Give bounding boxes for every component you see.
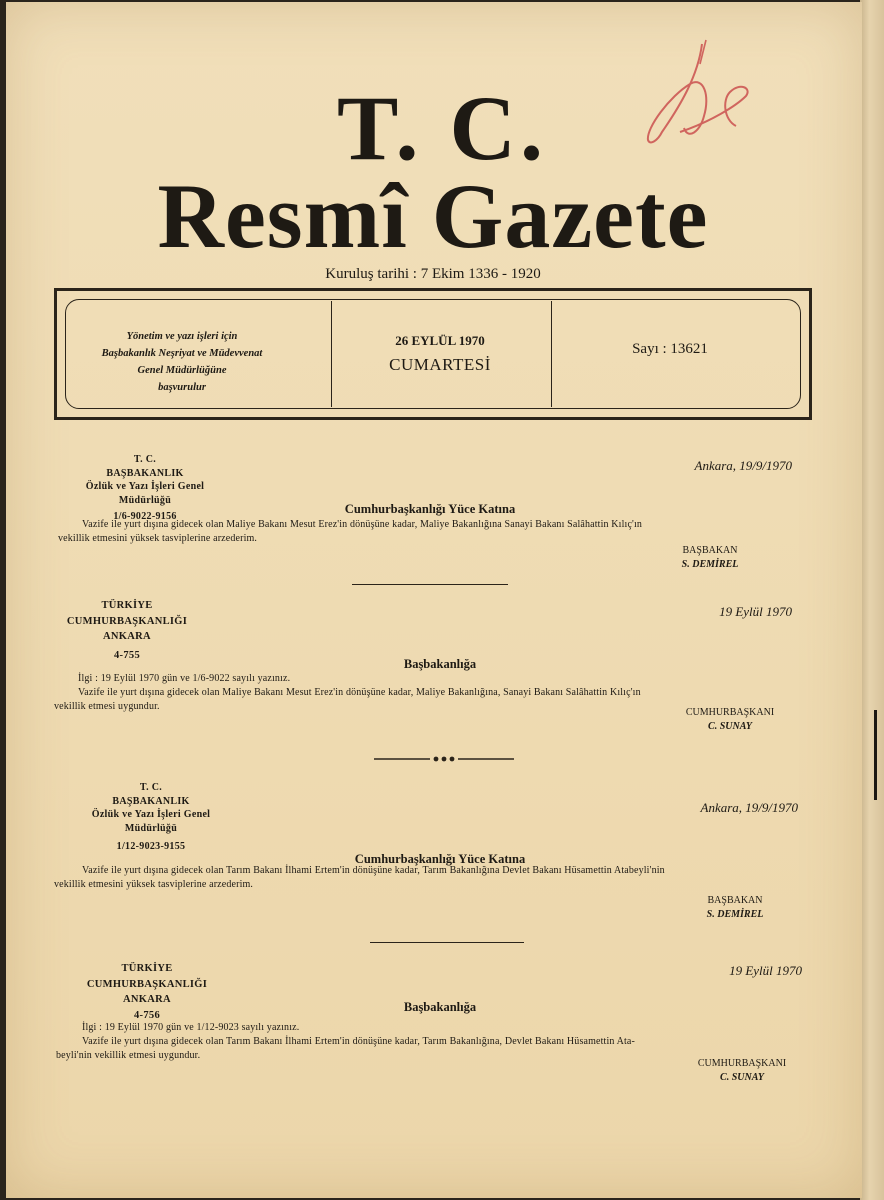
document-3-org: T. C. BAŞBAKANLIK Özlük ve Yazı İşleri Genel Müdürlüğü 1/12-9023-9155 bbox=[91, 782, 211, 852]
document-2-heading: Başbakanlığa bbox=[403, 657, 477, 671]
founded-date: Kuruluş tarihi : 7 Ekim 1336 - 1920 bbox=[325, 266, 541, 282]
separator-rule bbox=[352, 584, 508, 585]
masthead-title: Resmî Gazete bbox=[157, 165, 709, 267]
binding-mark bbox=[874, 710, 877, 800]
document-4-org: TÜRKİYE CUMHURBAŞKANLIĞI ANKARA 4-756 bbox=[86, 963, 208, 1021]
issue-date: 26 EYLÜL 1970 bbox=[395, 333, 485, 348]
header-divider bbox=[551, 301, 552, 407]
document-1-date: Ankara, 19/9/1970 bbox=[694, 458, 792, 473]
ornamental-separator bbox=[374, 752, 514, 766]
document-4-date: 19 Eylül 1970 bbox=[729, 963, 802, 978]
document-2-date: 19 Eylül 1970 bbox=[719, 604, 792, 619]
header-divider bbox=[331, 301, 332, 407]
management-note: Yönetim ve yazı işleri için Başbakanlık Neşriyat ve Müdevvenat Genel Müdürlüğüne başvurulur bbox=[101, 331, 263, 393]
separator-rule bbox=[370, 942, 524, 943]
document-3-signature: BAŞBAKAN S. DEMİREL bbox=[706, 895, 764, 920]
masthead-tc: T. C. bbox=[337, 77, 547, 179]
document-2-body: İlgi : 19 Eylül 1970 gün ve 1/6-9022 sayılı yazınız. Vazife ile yurt dışına gidecek olan Maliye Bakanı Mesut Erez'in dönüşüne kadar, Maliye Bakanlığına, Sanayi Bakanı Salâhattin Kılıç'ın vekillik etmesi uygundur. bbox=[54, 673, 641, 712]
document-1-body: Vazife ile yurt dışına gidecek olan Maliye Bakanı Mesut Erez'in dönüşüne kadar, Maliye Bakanlığına Sanayi Bakanı Salâhattin Kılıç'ın vekillik etmesini yüksek tasviplerine arzederim. bbox=[58, 519, 643, 544]
document-4-body: İlgi : 19 Eylül 1970 gün ve 1/12-9023 sayılı yazınız. Vazife ile yurt dışına gidecek olan Tarım Bakanı İlhami Ertem'in dönüşüne kadar, Tarım Bakanlığına, Devlet Bakanı Hüsamettin Ata- beyli'nin vekillik etmesi uygundur. bbox=[56, 1022, 635, 1061]
document-2-signature: CUMHURBAŞKANI C. SUNAY bbox=[685, 707, 775, 732]
document-1-org: T. C. BAŞBAKANLIK Özlük ve Yazı İşleri Genel Müdürlüğü 1/6-9022-9156 bbox=[85, 454, 205, 522]
document-1-heading: Cumhurbaşkanlığı Yüce Katına bbox=[344, 502, 516, 516]
document-2-org: TÜRKİYE CUMHURBAŞKANLIĞI ANKARA 4-755 bbox=[66, 600, 188, 661]
document-4-heading: Başbakanlığa bbox=[403, 1000, 477, 1014]
document-3-body: Vazife ile yurt dışına gidecek olan Tarım Bakanı İlhami Ertem'in dönüşüne kadar, Tarım Bakanlığına Devlet Bakanı Hüsamettin Atabeyli'nin vekillik etmesini yüksek tasviplerine arzederim. bbox=[54, 865, 665, 890]
document-4-signature: CUMHURBAŞKANI C. SUNAY bbox=[697, 1058, 787, 1083]
issue-day: CUMARTESİ bbox=[389, 355, 491, 374]
document-1-signature: BAŞBAKAN S. DEMİREL bbox=[681, 545, 739, 570]
document-3-heading: Cumhurbaşkanlığı Yüce Katına bbox=[354, 852, 526, 866]
document-3-date: Ankara, 19/9/1970 bbox=[700, 800, 798, 815]
issue-number: Sayı : 13621 bbox=[632, 341, 708, 357]
